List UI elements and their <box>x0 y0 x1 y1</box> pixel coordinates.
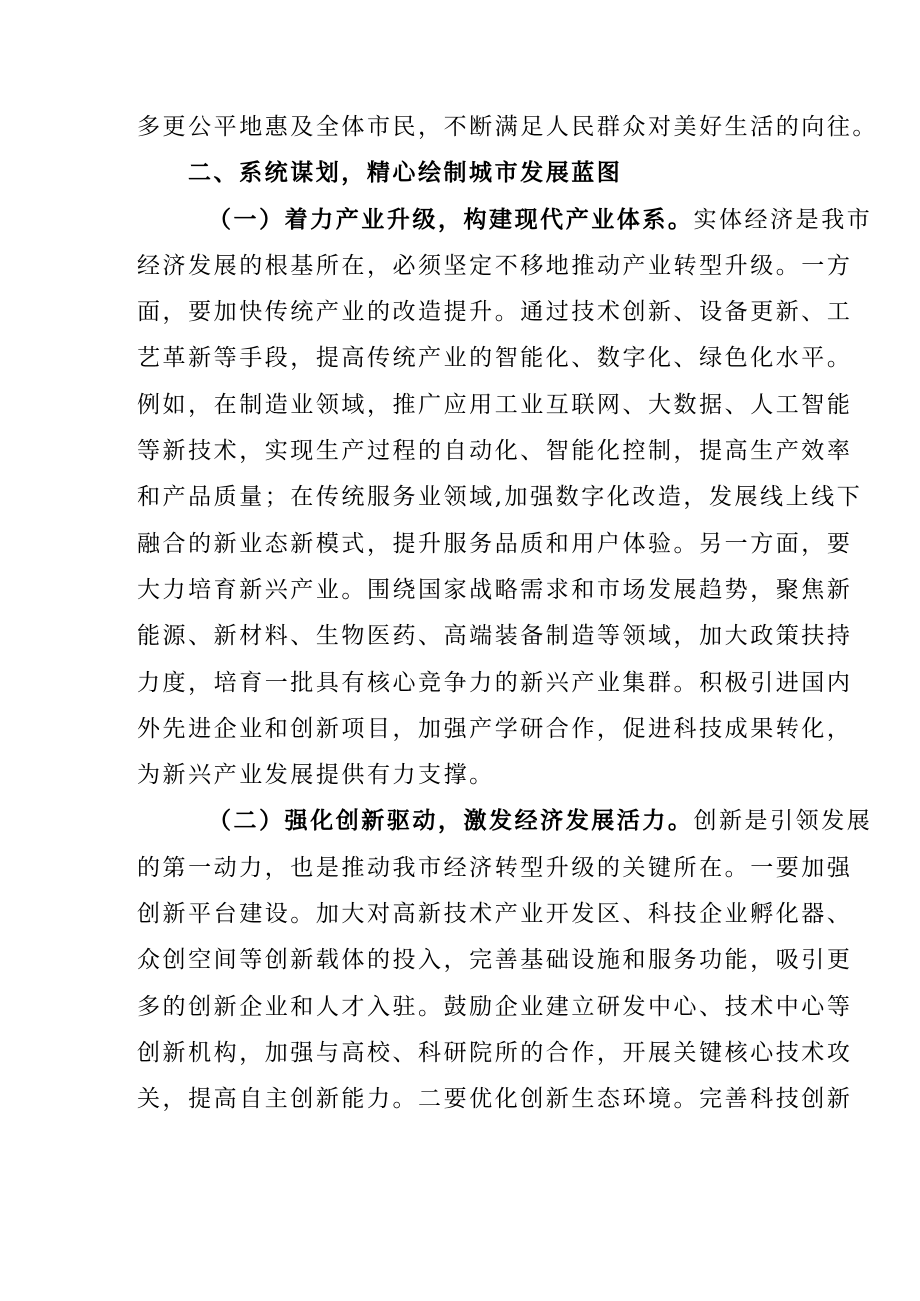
paragraph-line: 艺革新等手段，提高传统产业的智能化、数字化、绿色化水平。 <box>137 345 853 372</box>
paragraph-line: 多的创新企业和人才入驻。鼓励企业建立研发中心、技术中心等 <box>137 993 853 1020</box>
paragraph-line: 外先进企业和创新项目，加强产学研合作，促进科技成果转化， <box>137 715 853 742</box>
subsection2-first-line-text: 创新是引领发展 <box>693 808 873 835</box>
subsection1-first-line <box>137 197 873 243</box>
paragraph-line: 关，提高自主创新能力。二要优化创新生态环境。完善科技创新 <box>137 1086 853 1113</box>
paragraph-line: 能源、新材料、生物医药、高端装备制造等领域，加大政策扶持 <box>137 623 853 650</box>
paragraph-line: 和产品质量；在传统服务业领域,加强数字化改造，发展线上线下 <box>137 484 863 511</box>
paragraph-line: 面，要加快传统产业的改造提升。通过技术创新、设备更新、工 <box>137 299 853 326</box>
paragraph-line: 创新机构，加强与高校、科研院所的合作，开展关键核心技术攻 <box>137 1039 853 1066</box>
paragraph-line: 众创空间等创新载体的投入，完善基础设施和服务功能，吸引更 <box>137 947 853 974</box>
subsection1-first-line-text: 实体经济是我市 <box>693 206 873 233</box>
paragraph-line: 例如，在制造业领域，推广应用工业互联网、大数据、人工智能 <box>137 391 853 418</box>
paragraph-line: 融合的新业态新模式，提升服务品质和用户体验。另一方面，要 <box>137 530 853 557</box>
paragraph-line: 创新平台建设。加大对高新技术产业开发区、科技企业孵化器、 <box>137 901 853 928</box>
intro-line: 多更公平地惠及全体市民，不断满足人民群众对美好生活的向往。 <box>137 114 878 140</box>
subsection2-first-line <box>137 798 873 844</box>
paragraph-line: 的第一动力，也是推动我市经济转型升级的关键所在。一要加强 <box>137 854 853 881</box>
subsection2-heading: （二）强化创新驱动，激发经济发展活力。 <box>208 808 694 835</box>
section-heading: 二、系统谋划，精心绘制城市发展蓝图 <box>188 160 623 187</box>
subsection1-heading: （一）着力产业升级，构建现代产业体系。 <box>208 206 694 233</box>
paragraph-line: 力度，培育一批具有核心竞争力的新兴产业集群。积极引进国内 <box>137 669 853 696</box>
paragraph-line: 为新兴产业发展提供有力支撑。 <box>137 762 495 789</box>
paragraph-line: 大力培育新兴产业。围绕国家战略需求和市场发展趋势，聚焦新 <box>137 576 853 603</box>
paragraph-line: 经济发展的根基所在，必须坚定不移地推动产业转型升级。一方 <box>137 252 853 279</box>
paragraph-line: 等新技术，实现生产过程的自动化、智能化控制，提高生产效率 <box>137 438 853 465</box>
